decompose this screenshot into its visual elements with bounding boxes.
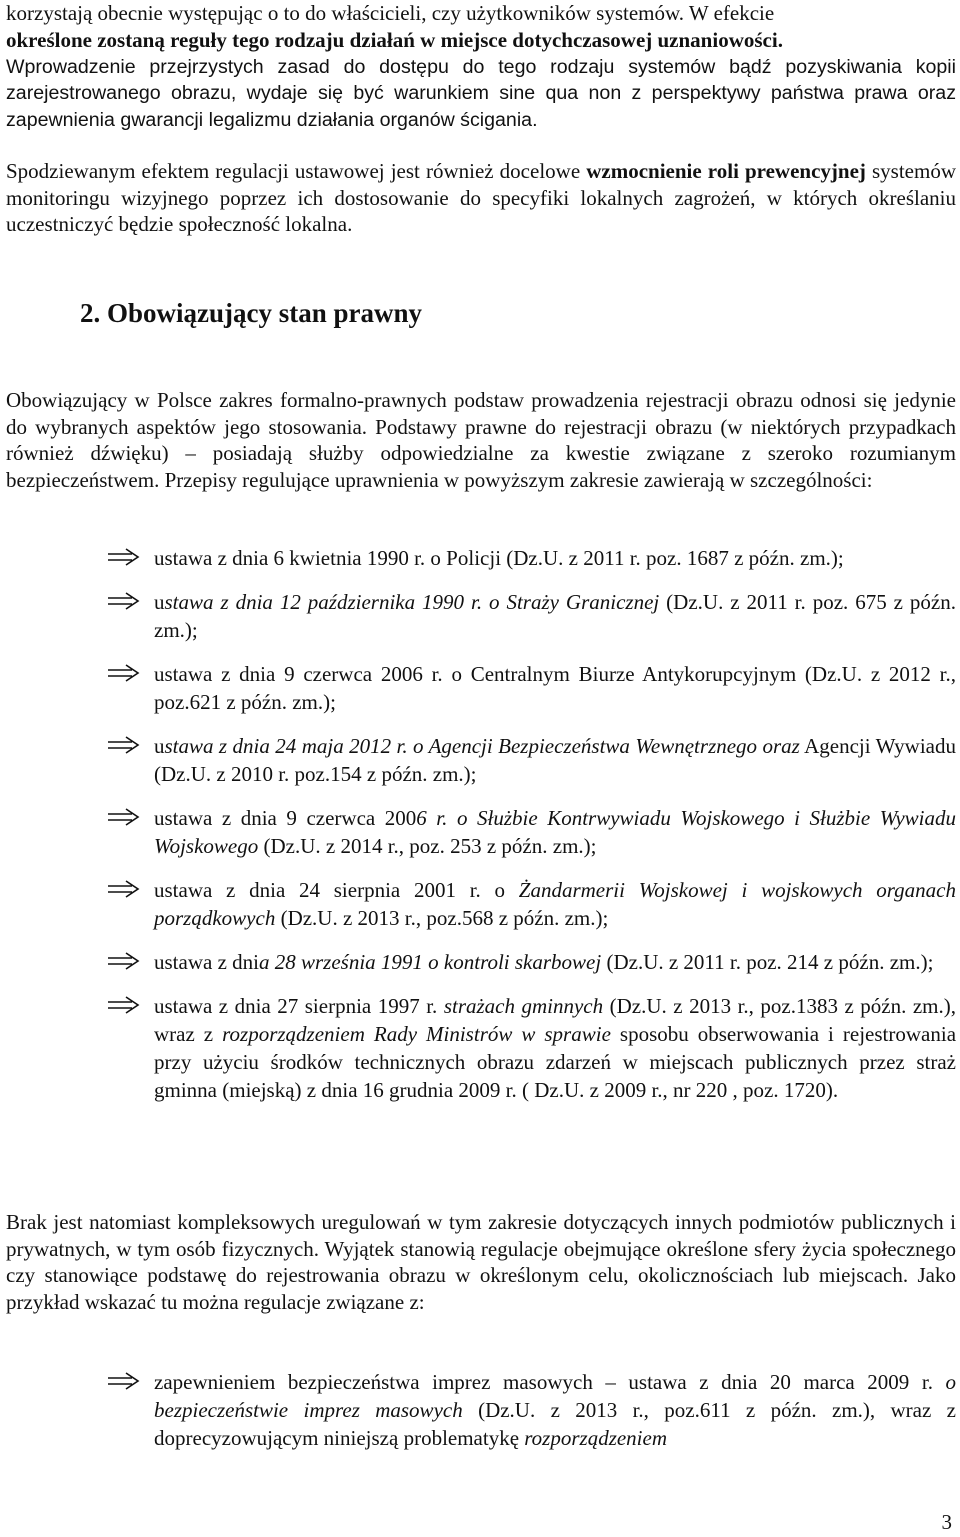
law-text: ustawa z dnia 24 maja 2012 r. o Agencji Bezpieczeństwa Wewnętrznego oraz Agencji Wywiadu (Dz.U. z 2010 r. poz.154 z późn. zm.); (154, 734, 956, 786)
laws-list (0, 544, 960, 1104)
law-text: ustawa z dnia 9 czerwca 2006 r. o Służbie Kontrwywiadu Wojskowego i Służbie Wywiadu Wojskowego (Dz.U. z 2014 r., poz. 253 z późn. zm.); (154, 806, 956, 858)
implies-arrow-icon (106, 952, 140, 970)
section-title: Obowiązujący stan prawny (107, 298, 423, 328)
page-number: 3 (941, 1510, 952, 1534)
law-text: ustawa z dnia 27 sierpnia 1997 r. strażach gminnych (Dz.U. z 2013 r., poz.1383 z późn. zm.), wraz z rozporządzeniem Rady Ministrów w sprawie sposobu obserwowania i rejestrowania przy użyciu środków technicznych obrazu zdarzeń w miejscach publicznych przez straż gminna (miejską) z dnia 16 grudnia 2009 r. ( Dz.U. z 2009 r., nr 220 , poz. 1720). (154, 994, 957, 1102)
expected-effect-paragraph: Spodziewanym efektem regulacji ustawowej jest również docelowe wzmocnienie roli prewencyjnej systemów monitoringu wizyjnego poprzez ich dostosowanie do specyfiki lokalnych zagrożeń, w których określaniu uczestniczyć będzie społeczność lokalna. (6, 159, 956, 236)
law-text: zapewnieniem bezpieczeństwa imprez masowych – ustawa z dnia 20 marca 2009 r. o bezpieczeństwie imprez masowych (Dz.U. z 2013 r., poz.611 z późn. zm.), wraz z doprecyzowującym niniejszą problematykę rozporządzeniem (154, 1370, 956, 1450)
intro-paragraph (6, 0, 956, 53)
implies-arrow-icon (106, 996, 140, 1014)
law-list-item (0, 732, 960, 788)
law-list-item (0, 804, 960, 860)
law-list-item (0, 876, 960, 932)
intro-line-2-bold: określone zostaną reguły tego rodzaju działań w miejsce dotychczasowej uznaniowości. (6, 27, 783, 52)
legal-state-paragraph: Obowiązujący w Polsce zakres formalno-prawnych podstaw prowadzenia rejestracji obrazu odnosi się jedynie do wybranych aspektów jego stosowania. Podstawy prawne do rejestracji obrazu (w niektórych przypadkach również dźwięku) – posiadają służby odpowiedzialne za kwestie związane z szeroko rozumianym bezpieczeństwem. Przepisy regulujące uprawnienia w powyższym zakresie zawierają w szczególności: (6, 388, 956, 492)
law-list-item (0, 544, 960, 572)
law-list-item (0, 660, 960, 716)
lack-of-regulation-paragraph: Brak jest natomiast kompleksowych uregulowań w tym zakresie dotyczących innych podmiotów publicznych i prywatnych, w tym osób fizycznych. Wyjątek stanowią regulacje obejmujące określone sfery życia społecznego czy stanowiące podstawę do rejestrowania obrazu w określonym celu, okolicznościach lub miejscach. Jako przykład wskazać tu można regulacje związane z: (6, 1210, 956, 1314)
implies-arrow-icon (106, 1372, 140, 1390)
intro-line-1: korzystają obecnie występując o to do właścicieli, czy użytkowników systemów. W efekcie (6, 1, 775, 25)
laws-list-2 (0, 1368, 960, 1452)
law-list-item (0, 1368, 960, 1452)
law-list-item (0, 948, 960, 976)
implies-arrow-icon (106, 736, 140, 754)
law-text: ustawa z dnia 28 września 1991 o kontroli skarbowej (Dz.U. z 2011 r. poz. 214 z późn. zm.); (154, 950, 934, 974)
law-text: ustawa z dnia 6 kwietnia 1990 r. o Policji (Dz.U. z 2011 r. poz. 1687 z późn. zm.); (154, 546, 844, 570)
section-heading (80, 296, 422, 330)
emphasis-prevention: wzmocnienie roli prewencyjnej (586, 159, 866, 183)
law-text: ustawa z dnia 9 czerwca 2006 r. o Centralnym Biurze Antykorupcyjnym (Dz.U. z 2012 r., poz.621 z późn. zm.); (154, 662, 956, 714)
implies-arrow-icon (106, 880, 140, 898)
access-rules-paragraph: Wprowadzenie przejrzystych zasad do dostępu do tego rodzaju systemów bądź pozyskiwania kopii zarejestrowanego obrazu, wydaje się być warunkiem sine qua non z perspektywy państwa prawa oraz zapewnienia gwarancji legalizmu działania organów ścigania. (6, 56, 956, 131)
implies-arrow-icon (106, 548, 140, 566)
implies-arrow-icon (106, 592, 140, 610)
implies-arrow-icon (106, 664, 140, 682)
law-list-item (0, 588, 960, 644)
law-list-item (0, 992, 960, 1104)
implies-arrow-icon (106, 808, 140, 826)
law-text: ustawa z dnia 12 października 1990 r. o Straży Granicznej (Dz.U. z 2011 r. poz. 675 z późn. zm.); (154, 590, 956, 642)
section-number: 2. (80, 298, 101, 328)
law-text: ustawa z dnia 24 sierpnia 2001 r. o Żandarmerii Wojskowej i wojskowych organach porządkowych (Dz.U. z 2013 r., poz.568 z późn. zm.); (154, 878, 957, 930)
